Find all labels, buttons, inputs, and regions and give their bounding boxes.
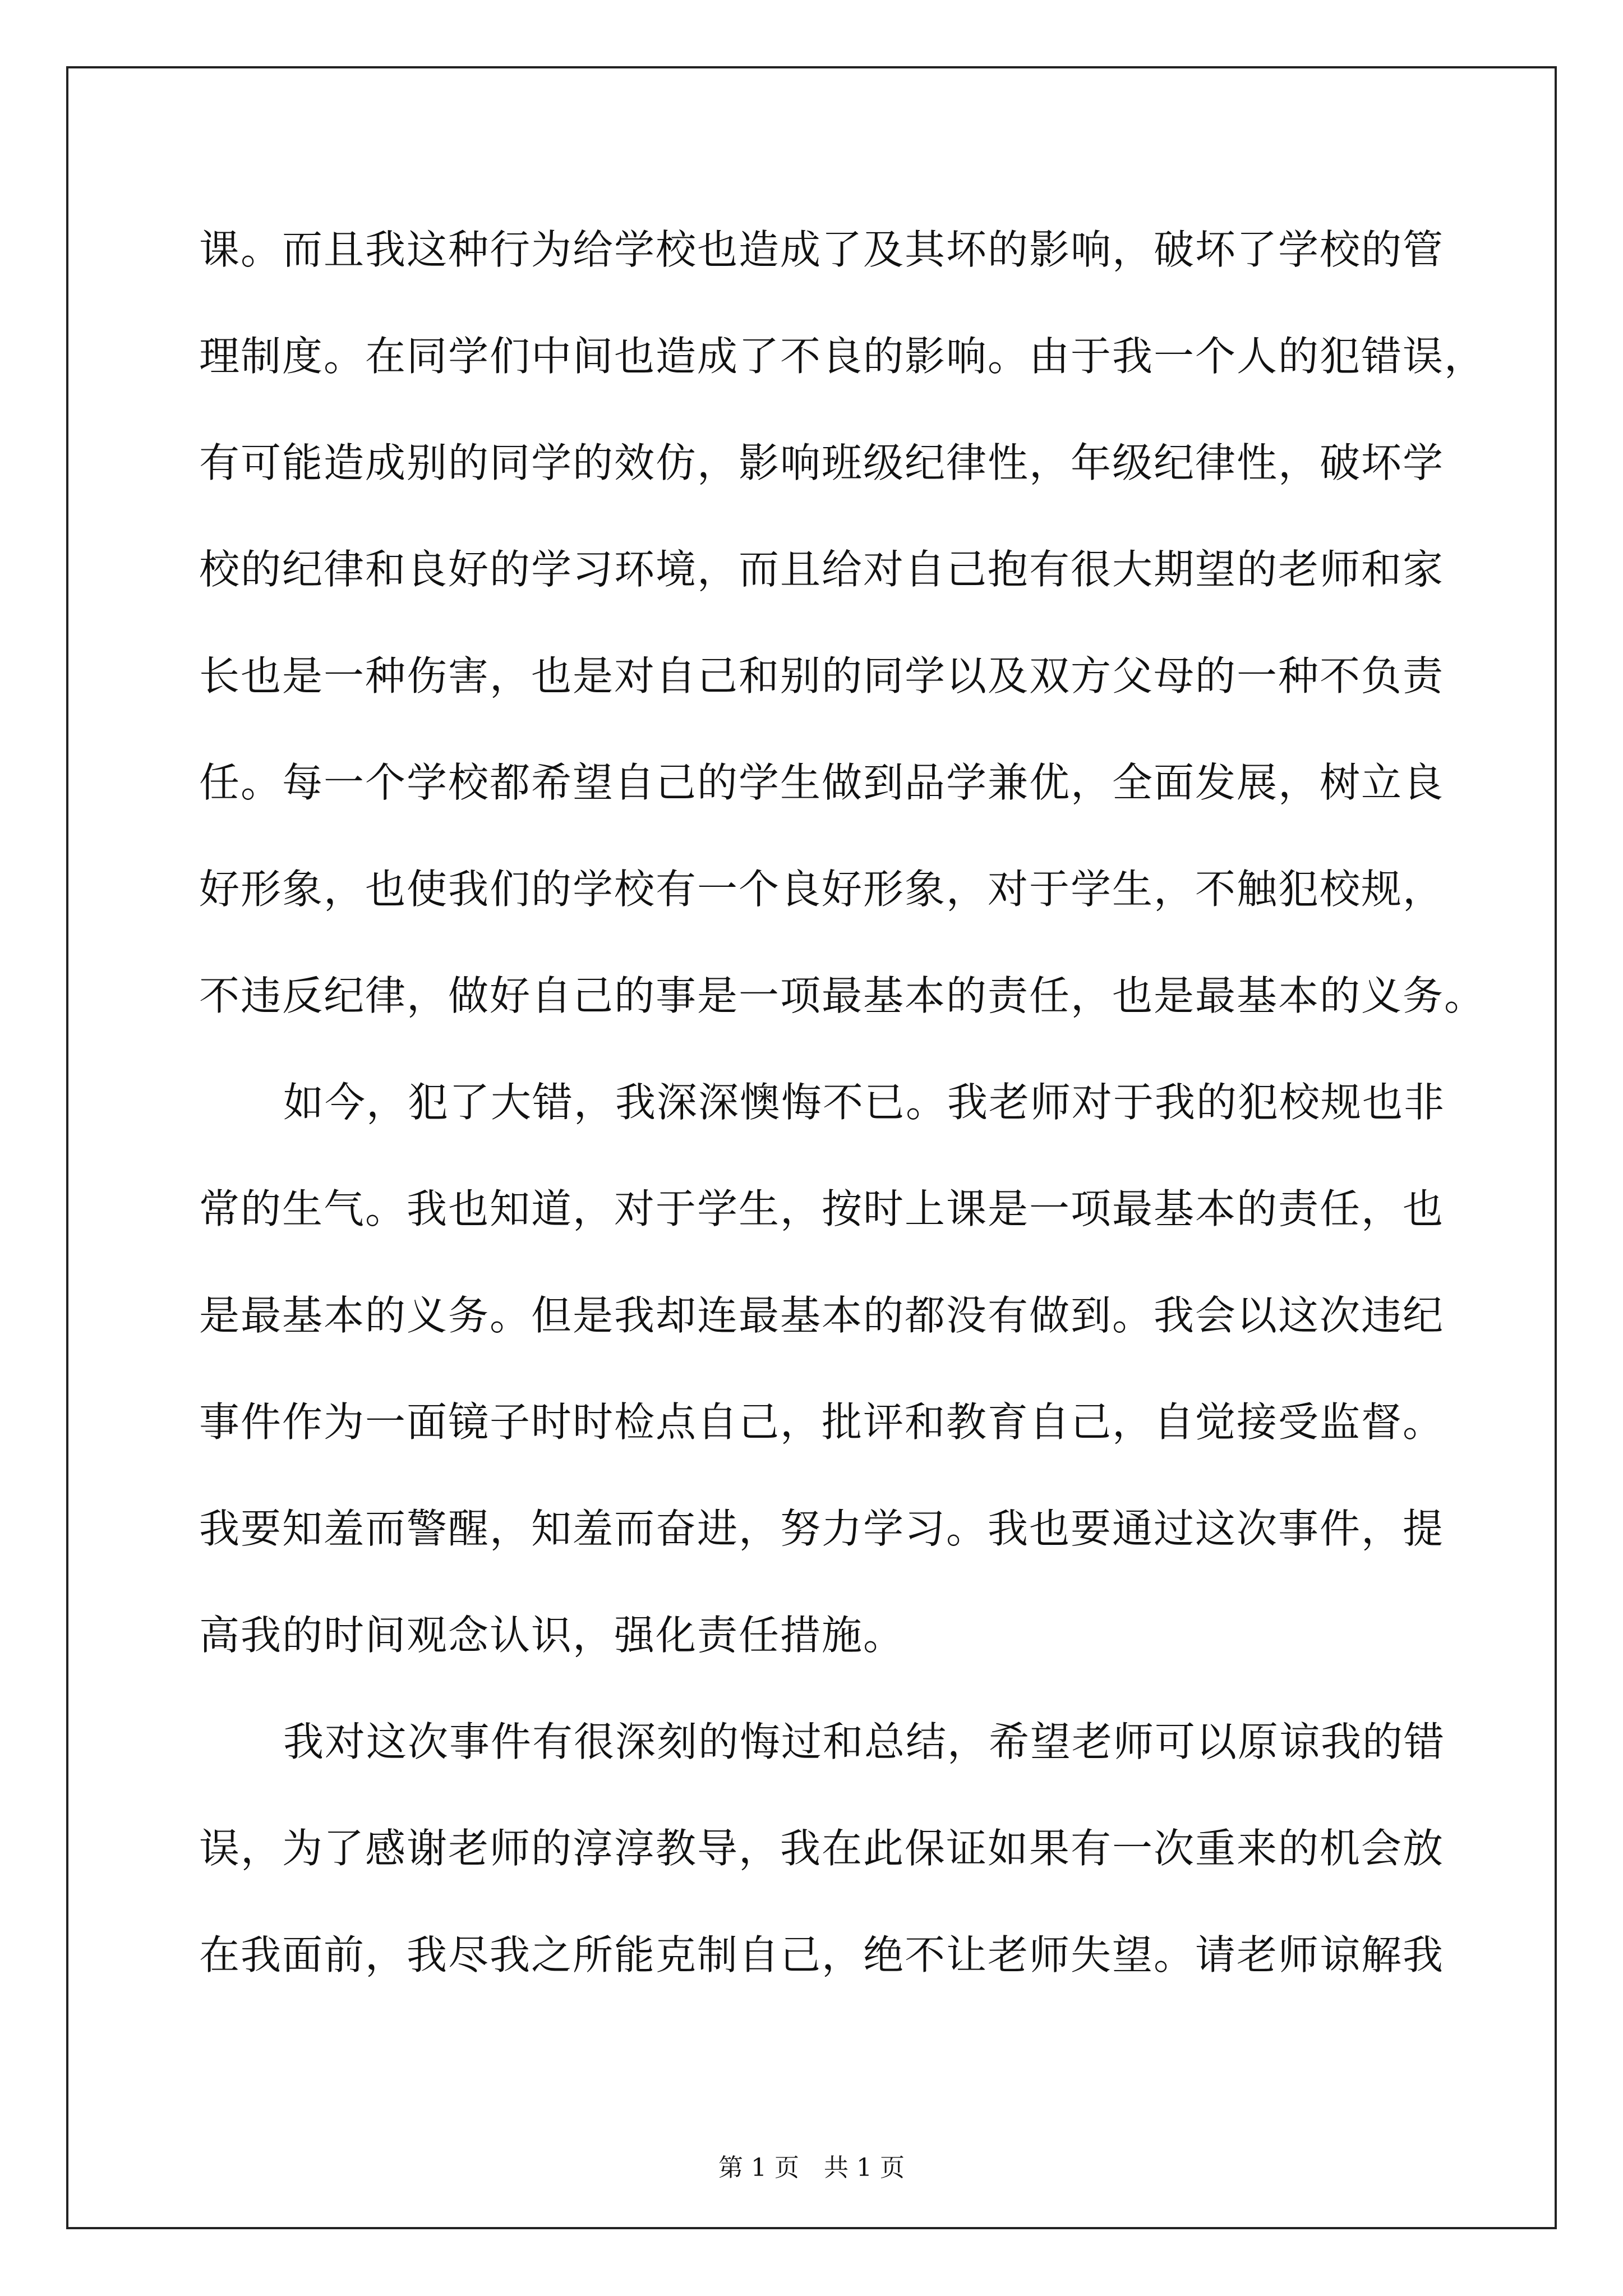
page-number-footer: 第 1 页 共 1 页	[718, 2154, 905, 2182]
text-line: 在我面前，我尽我之所能克制自己，绝不让老师失望。请老师谅解我	[199, 1931, 1445, 1978]
text-line: 我要知羞而警醒，知羞而奋进，努力学习。我也要通过这次事件，提	[199, 1505, 1445, 1552]
text-line: 事件作为一面镜子时时检点自己，批评和教育自己，自觉接受监督。	[199, 1398, 1445, 1446]
text-line: 课。而且我这种行为给学校也造成了及其坏的影响，破坏了学校的管	[199, 226, 1445, 273]
text-line: 校的纪律和良好的学习环境，而且给对自己抱有很大期望的老师和家	[199, 546, 1445, 593]
text-line: 误，为了感谢老师的淳淳教导，我在此保证如果有一次重来的机会放	[199, 1825, 1445, 1872]
text-line: 好形象，也使我们的学校有一个良好形象，对于学生，不触犯校规，	[199, 866, 1445, 913]
text-line: 有可能造成别的同学的效仿，影响班级纪律性，年级纪律性，破坏学	[199, 439, 1445, 486]
text-line: 是最基本的义务。但是我却连最基本的都没有做到。我会以这次违纪	[199, 1292, 1445, 1339]
text-line: 任。每一个学校都希望自己的学生做到品学兼优，全面发展，树立良	[199, 759, 1445, 806]
document-body	[199, 219, 1486, 2031]
text-line: 不违反纪律，做好自己的事是一项最基本的责任，也是最基本的义务。	[199, 972, 1486, 1019]
text-line: 理制度。在同学们中间也造成了不良的影响。由于我一个人的犯错误，	[199, 333, 1486, 380]
text-line-paragraph-start: 如今，犯了大错，我深深懊悔不已。我老师对于我的犯校规也非	[283, 1079, 1446, 1126]
text-line: 长也是一种伤害，也是对自己和别的同学以及双方父母的一种不负责	[199, 652, 1445, 700]
text-line: 高我的时间观念认识，强化责任措施。	[199, 1612, 905, 1659]
text-line: 常的生气。我也知道，对于学生，按时上课是一项最基本的责任，也	[199, 1185, 1445, 1232]
text-line-paragraph-start: 我对这次事件有很深刻的悔过和总结，希望老师可以原谅我的错	[283, 1718, 1446, 1765]
